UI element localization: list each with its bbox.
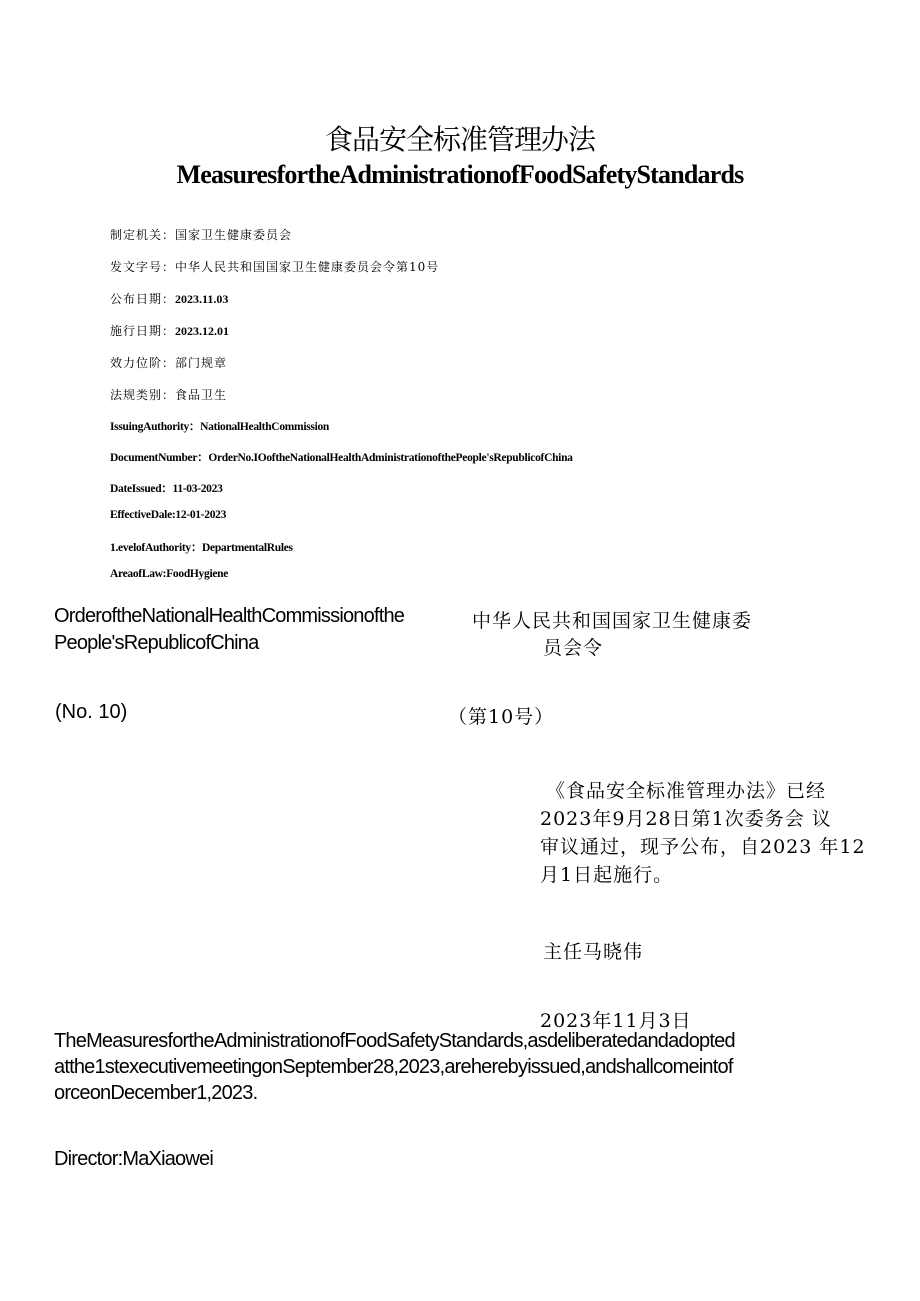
meta-effective-date-en: EffectiveDale:12-01-2023 — [110, 509, 227, 521]
meta-area-of-law-cn — [110, 386, 227, 403]
meta-area-of-law-en: AreaofLaw:FoodHygiene — [110, 568, 229, 580]
body-en-line3: orceonDecember1,2023. — [54, 1082, 258, 1104]
meta-date-issued-en: DateIssued：11-03-2023 — [110, 483, 223, 495]
meta-issuing-authority-cn — [110, 226, 292, 243]
body-cn-line4: 月1日起施行。 — [540, 864, 674, 886]
date-cn: 2023年11月3日 — [540, 1010, 692, 1032]
meta-label: 效力位阶： — [110, 356, 176, 370]
meta-value: 国家卫生健康委员会 — [175, 228, 293, 242]
meta-level-of-authority-cn — [110, 354, 227, 371]
signature-en: Director:MaXiaowei — [54, 1148, 213, 1170]
order-number-en: (No. 10) — [55, 701, 128, 723]
meta-label: 法规类别： — [110, 388, 176, 402]
meta-value: 2023.11.03 — [175, 292, 229, 306]
meta-value: 食品卫生 — [175, 388, 228, 402]
meta-document-number-cn — [110, 258, 439, 275]
meta-label: 发文字号： — [110, 260, 176, 274]
body-en-line2: atthe1stexecutivemeetingonSeptember28,2023,areherebyissued,andshallcomeintof — [54, 1056, 733, 1078]
meta-issuing-authority-en: IssuingAuthority：NationalHealthCommission — [110, 421, 330, 433]
order-title-en-line1: OrderoftheNationalHealthCommissionofthe — [54, 605, 405, 627]
meta-date-issued-cn — [110, 290, 228, 307]
meta-effective-date-cn — [110, 322, 229, 339]
meta-level-of-authority-en: 1.evelofAuthority：DepartmentalRules — [110, 542, 293, 554]
order-number-cn: （第10号） — [448, 706, 555, 728]
document-title-chinese: 食品安全标准管理办法 — [324, 123, 595, 156]
body-cn-line2: 2023年9月28日第1次委务会 议 — [540, 808, 832, 830]
meta-label: 公布日期： — [110, 292, 176, 306]
order-title-en-line2: People'sRepublicofChina — [54, 632, 259, 654]
order-title-cn-line1: 中华人民共和国国家卫生健康委 — [472, 610, 753, 632]
meta-value: 部门规章 — [175, 356, 228, 370]
document-title-english: MeasuresfortheAdministrationofFoodSafetyStandards — [176, 160, 744, 189]
body-en-line1: TheMeasuresfortheAdministrationofFoodSafetyStandards,asdeliberatedandadopted — [54, 1030, 735, 1052]
meta-value: 中华人民共和国国家卫生健康委员会令第10号 — [175, 260, 440, 274]
order-title-cn-line2: 员会令 — [543, 637, 604, 659]
meta-label: 施行日期： — [110, 324, 176, 338]
signature-cn: 主任马晓伟 — [543, 941, 644, 963]
meta-value: 2023.12.01 — [175, 324, 230, 338]
meta-label: 制定机关： — [110, 228, 176, 242]
body-cn-line3: 审议通过，现予公布，自2023 年12 — [540, 836, 866, 858]
body-cn-line1: 《食品安全标准管理办法》已经 — [546, 780, 827, 802]
meta-document-number-en: DocumentNumber：OrderNo.IOoftheNationalHealthAdministrationofthePeople'sRepublicofChina — [110, 452, 573, 464]
